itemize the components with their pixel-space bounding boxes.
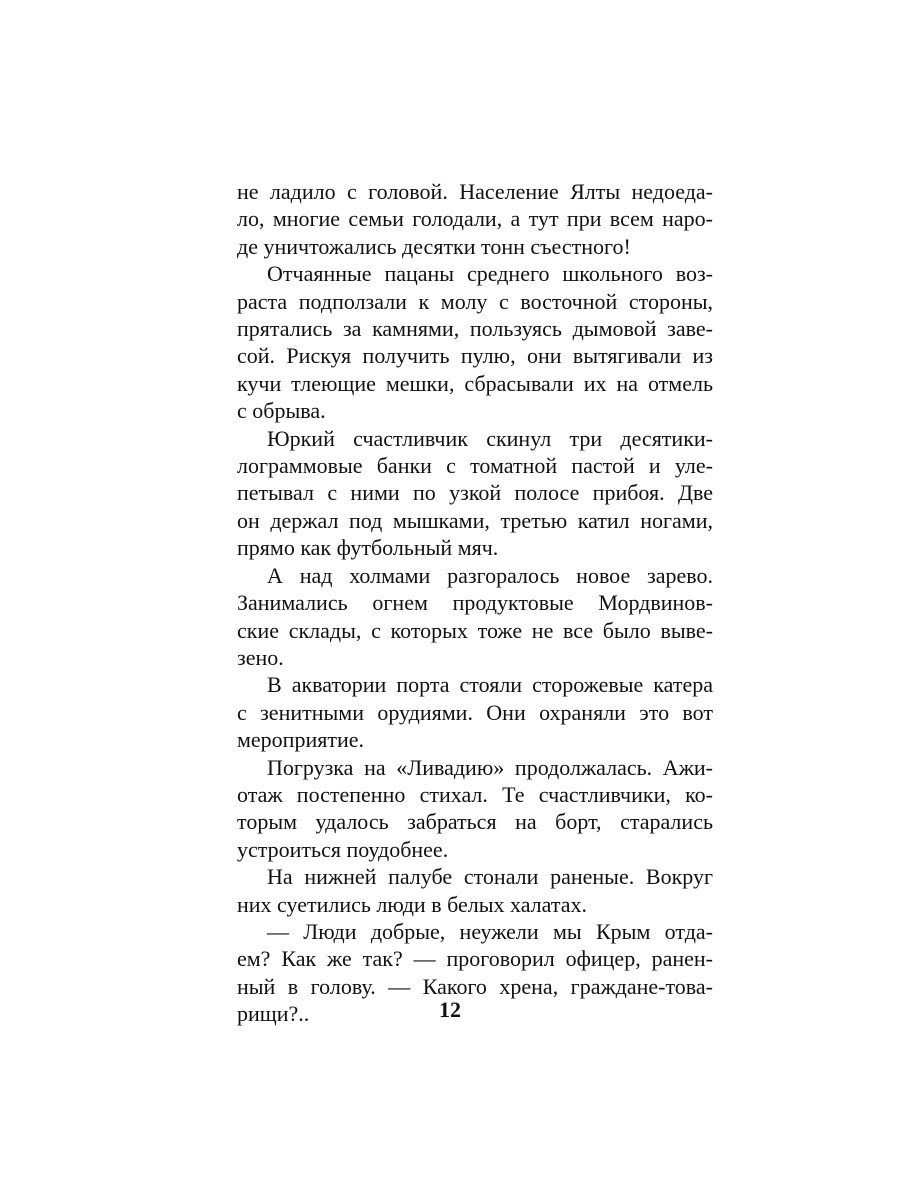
paragraph <box>237 671 713 753</box>
text-line: торым удалось забраться на борт, старались <box>237 809 713 835</box>
text-line: них суетились люди в белых халатах. <box>237 891 588 917</box>
paragraph <box>237 178 713 260</box>
text-line: ские склады, с которых тоже не все было выве- <box>237 617 713 643</box>
text-line: с зенитными орудиями. Они охраняли это вот <box>237 699 713 725</box>
text-line: — Люди добрые, неужели мы Крым отда- <box>267 918 713 944</box>
text-line: с обрыва. <box>237 398 326 424</box>
text-line: он держал под мышками, третью катил ногами, <box>237 507 713 533</box>
text-line: В акватории порта стояли сторожевые катера <box>267 672 713 698</box>
page-number: 12 <box>439 997 461 1022</box>
text-line: Отчаянные пацаны среднего школьного воз- <box>267 261 713 287</box>
text-line: устроиться поудобнее. <box>237 836 449 862</box>
text-line: рищи?.. <box>237 1001 310 1027</box>
body-text <box>237 178 713 1028</box>
text-line: лограммовые банки с томатной пастой и уле- <box>237 453 713 479</box>
text-line: ло, многие семьи голодали, а тут при всем наро- <box>237 206 713 232</box>
text-line: Погрузка на «Ливадию» продолжалась. Ажи- <box>267 754 713 780</box>
text-line: прятались за камнями, пользуясь дымовой заве- <box>237 316 713 342</box>
text-line: петывал с ними по узкой полосе прибоя. Две <box>237 480 713 506</box>
text-line: ем? Как же так? — проговорил офицер, ранен- <box>237 946 713 972</box>
paragraph <box>237 425 713 562</box>
text-line: раста подползали к молу с восточной стороны, <box>237 288 713 314</box>
paragraph <box>237 562 713 672</box>
paragraph <box>237 863 713 918</box>
text-line: А над холмами разгоралось новое зарево. <box>267 562 713 588</box>
text-line: не ладило с головой. Население Ялты недоеда- <box>237 179 713 204</box>
text-line: ный в голову. — Какого хрена, граждане-това- <box>237 973 713 999</box>
text-line: Занимались огнем продуктовые Мордвинов- <box>237 590 713 616</box>
text-line: отаж постепенно стихал. Те счастливчики, ко- <box>237 781 713 807</box>
paragraph <box>237 260 713 424</box>
paragraph <box>237 754 713 864</box>
text-line: прямо как футбольный мяч. <box>237 535 499 561</box>
text-line: зено. <box>237 644 284 670</box>
text-line: На нижней палубе стонали раненые. Вокруг <box>267 864 713 890</box>
text-line: сой. Рискуя получить пулю, они вытягивали из <box>237 343 713 369</box>
text-line: кучи тлеющие мешки, сбрасывали их на отмель <box>237 370 713 396</box>
text-line: Юркий счастливчик скинул три десятики- <box>267 425 713 451</box>
text-line: мероприятие. <box>237 727 365 753</box>
text-line: де уничтожались десятки тонн съестного! <box>237 233 631 259</box>
